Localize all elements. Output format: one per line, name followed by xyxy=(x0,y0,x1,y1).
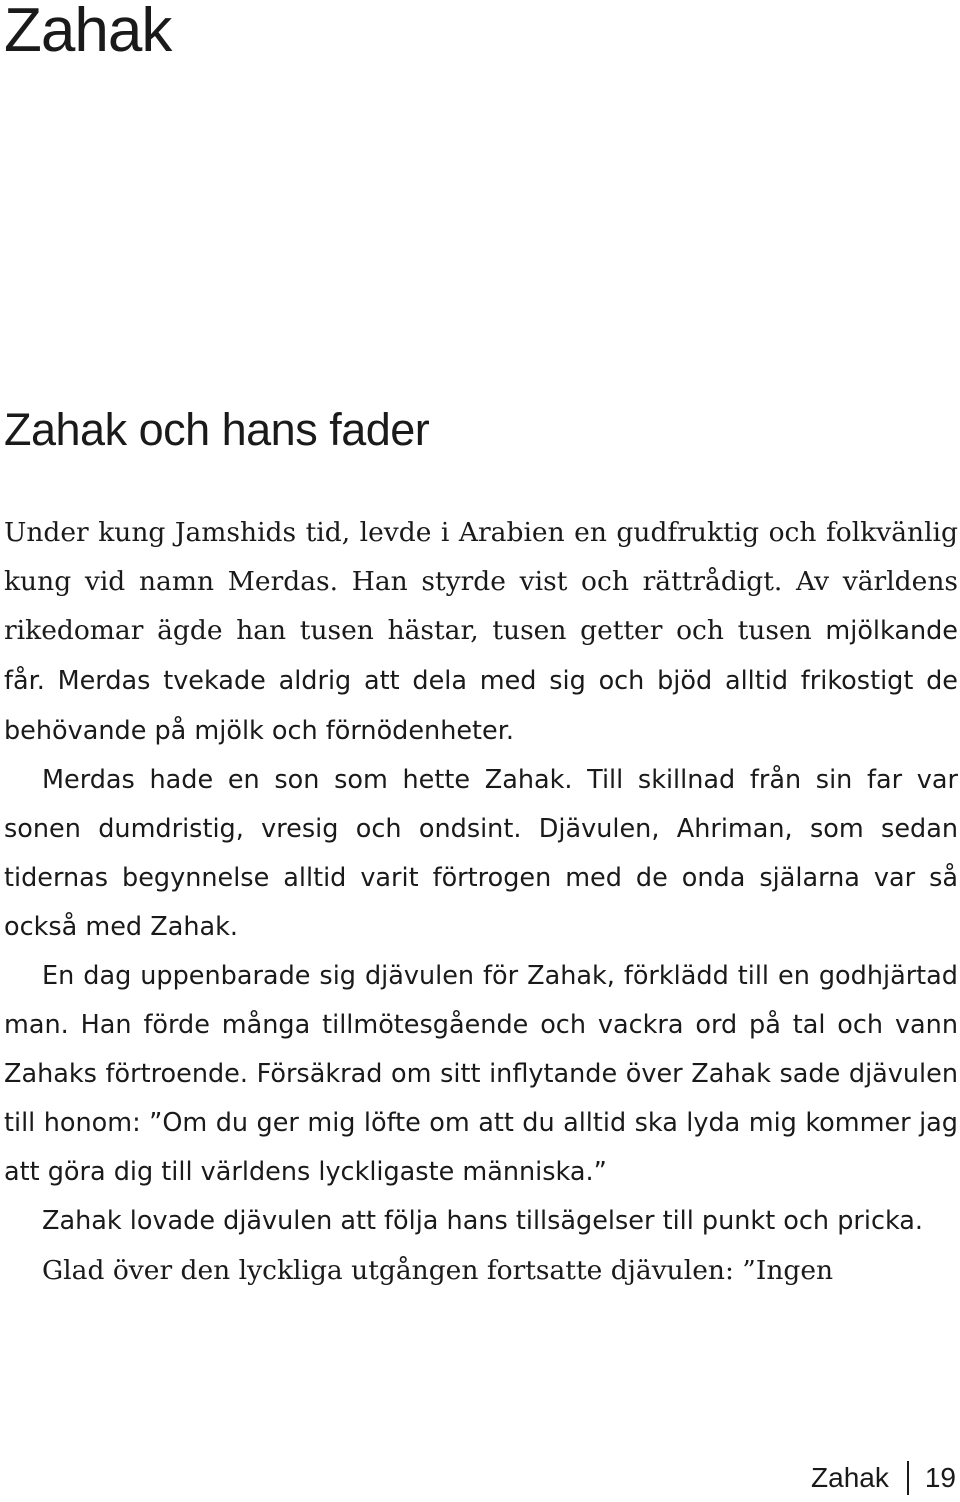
paragraph-4 xyxy=(4,1197,958,1246)
paragraph-5 xyxy=(4,1246,958,1295)
page-number: 19 xyxy=(924,1462,956,1493)
paragraph-1 xyxy=(4,508,958,756)
page-footer xyxy=(811,1458,956,1498)
paragraph-3-text: En dag uppenbarade sig djävulen för Zahak, förklädd till en godhjärtad man. Han förde många tillmötesgående och vackra ord på tal och vann Zahaks förtroende. Försäkrad om sitt inflytande över Zahak sade djävulen till honom: ”Om du ger mig löfte om att du alltid ska lyda mig kommer jag att göra dig till världens lyckligaste människa.” xyxy=(4,961,958,1187)
paragraph-2-text: Merdas hade en son som hette Zahak. Till skillnad från sin far var sonen dumdristig, vresig och ondsint. Djävulen, Ahriman, som sedan tidernas begynnelse alltid varit förtrogen med de onda själarna var så också med Zahak. xyxy=(4,765,958,942)
paragraph-5-text: Glad över den lyckliga utgången fortsatte djävulen: ”Ingen xyxy=(42,1255,834,1286)
paragraph-1-part-1: Under kung Jamshids tid, levde i Arabien en gudfruktig och folkvänlig kung vid namn Merdas. Han styrde vist och rättrådigt. Av världens rikedomar ägde han tusen hästar, tusen getter och tusen xyxy=(4,517,958,646)
paragraph-1-part-2: mjölkande får. Merdas tvekade aldrig att dela med sig och bjöd alltid frikostigt de behövande på mjölk och förnödenheter. xyxy=(4,616,958,746)
running-title: Zahak xyxy=(4,0,172,65)
paragraph-4-text: Zahak lovade djävulen att följa hans tillsägelser till punkt och pricka. xyxy=(42,1206,924,1236)
footer-divider xyxy=(907,1461,909,1495)
body-text xyxy=(4,508,958,1295)
paragraph-3 xyxy=(4,952,958,1197)
footer-book-title: Zahak xyxy=(811,1462,889,1493)
chapter-heading: Zahak och hans fader xyxy=(4,404,430,455)
paragraph-2 xyxy=(4,756,958,952)
